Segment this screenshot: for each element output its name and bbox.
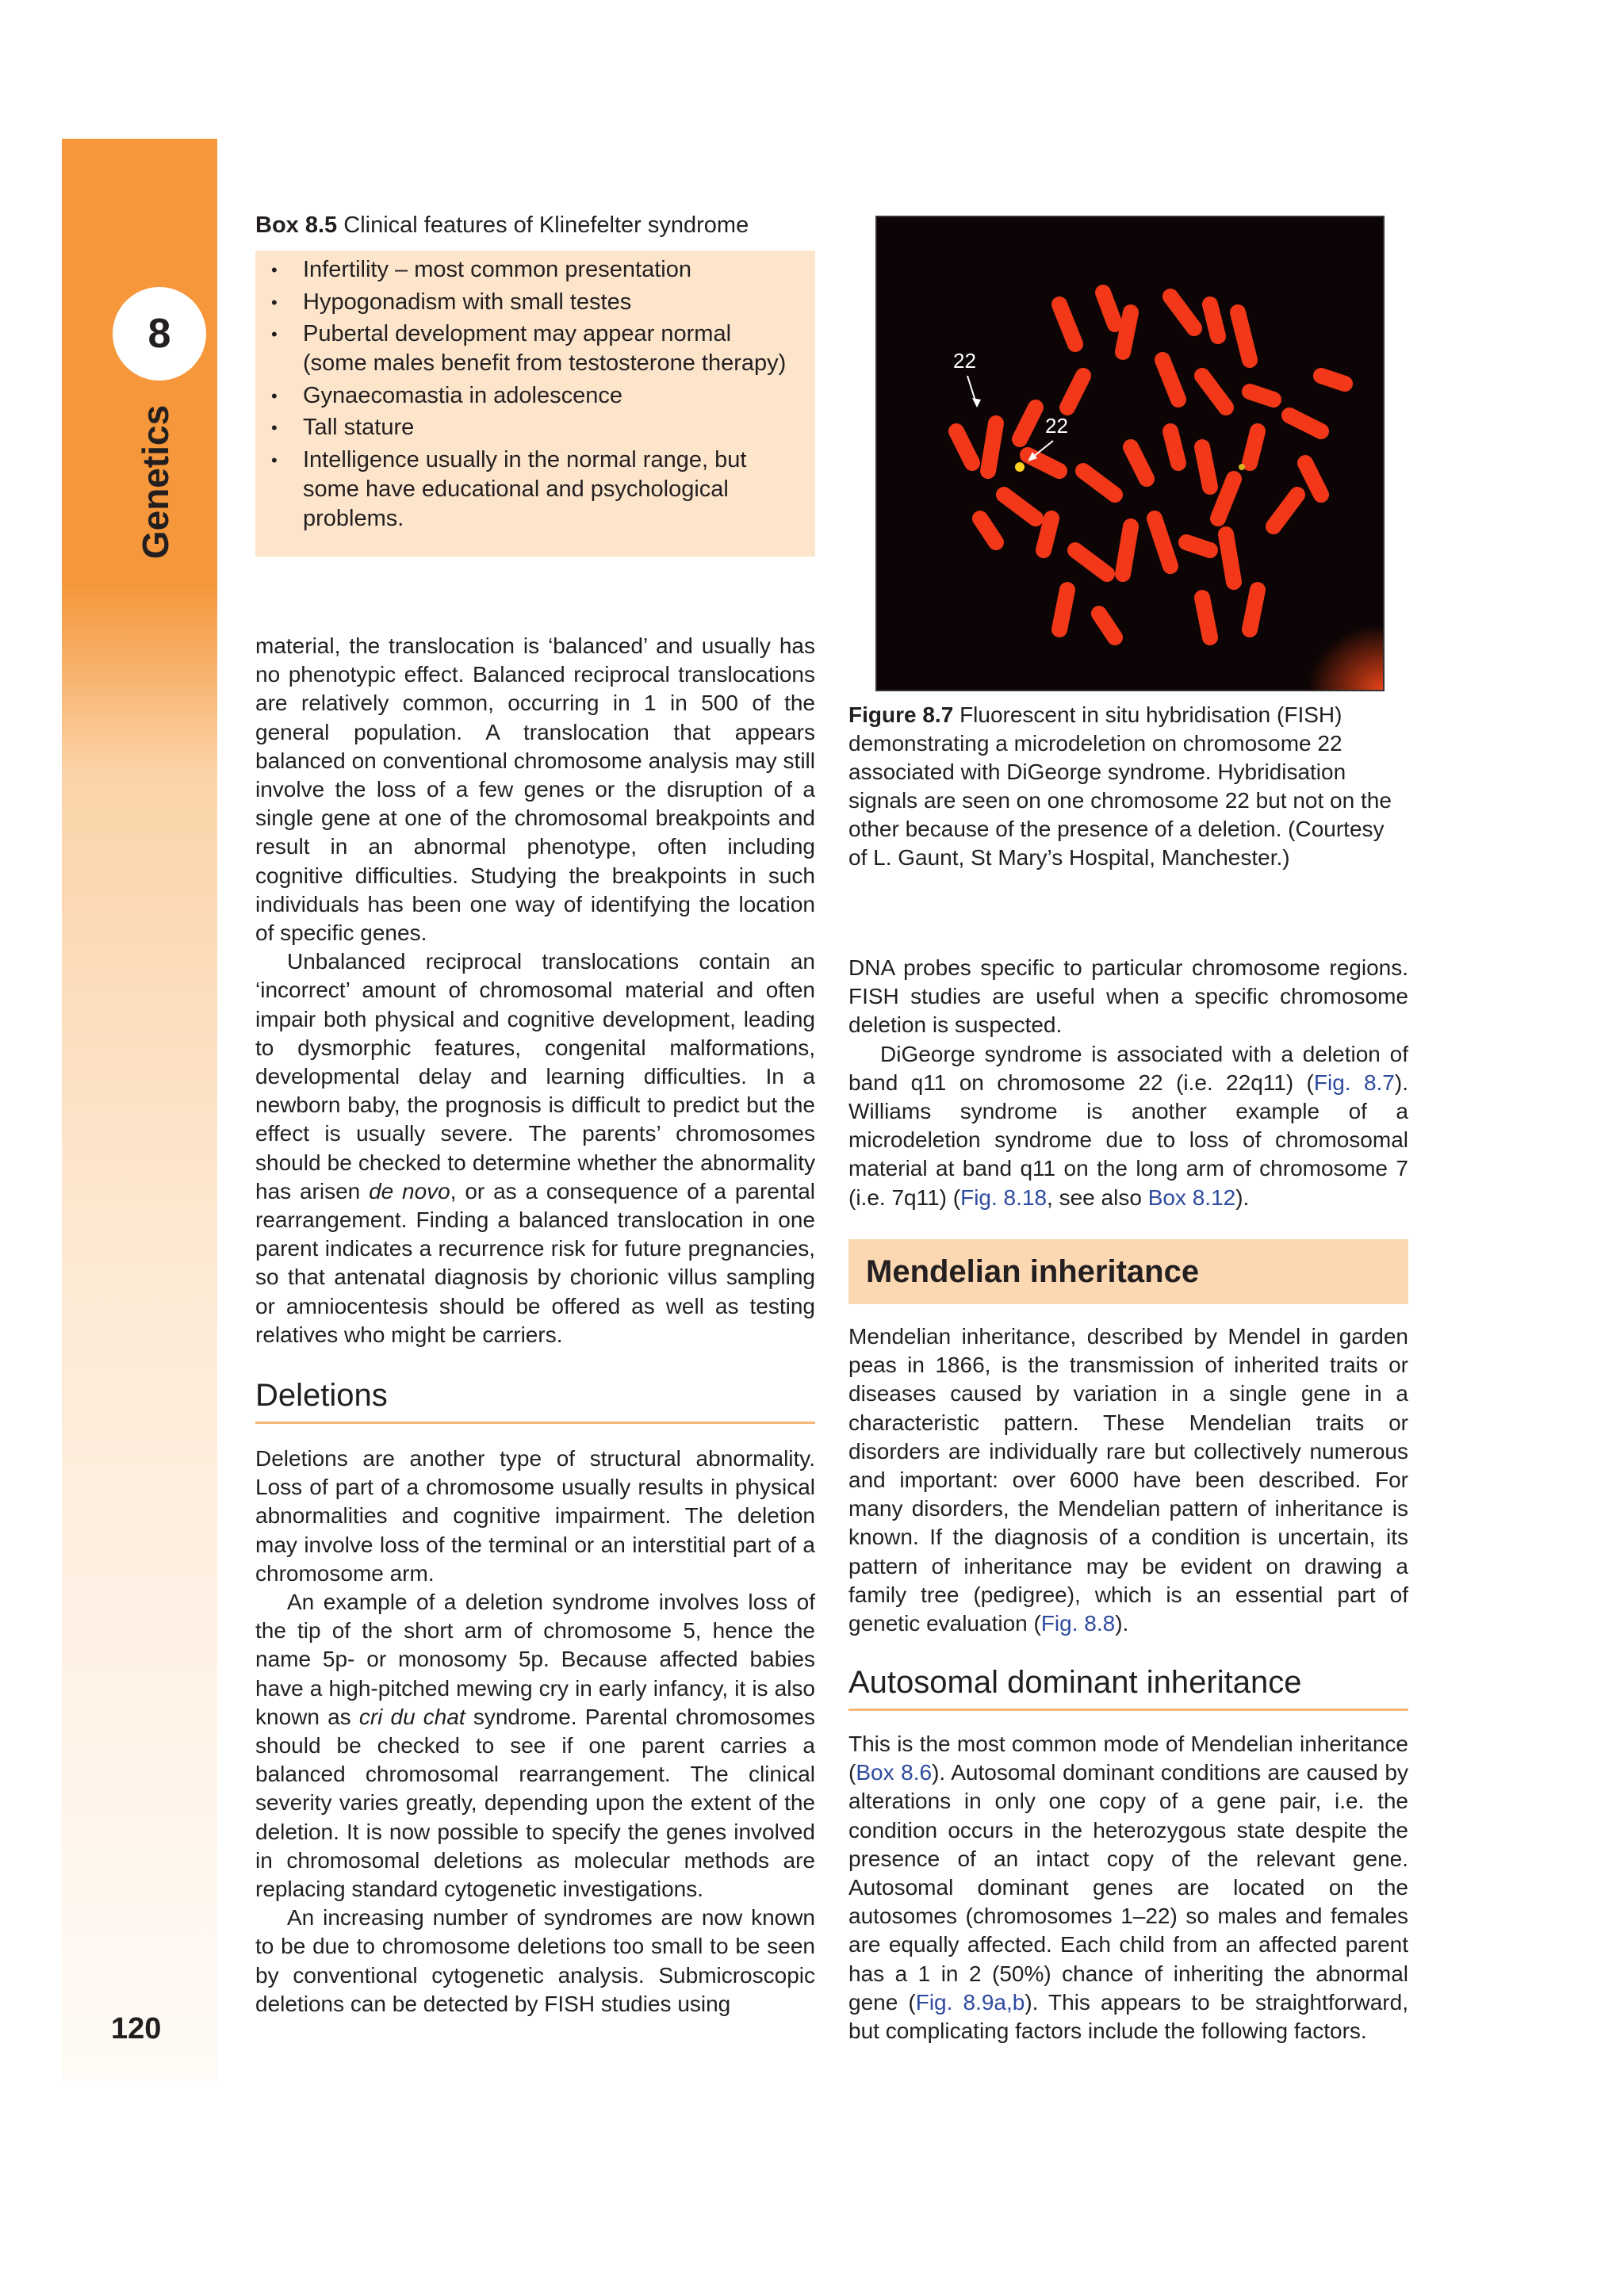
box-link[interactable]: Box 8.6 [856, 1760, 933, 1785]
box-link[interactable]: Box 8.12 [1147, 1184, 1236, 1210]
page-number: 120 [111, 2012, 162, 2045]
list-item: • Tall stature [271, 413, 799, 442]
text-run: This is the most common mode of Mendelian inheritance ( [848, 1732, 1408, 1785]
text-run: ). This appears to be straightforward, but complicating factors include the following factors. [848, 1989, 1408, 2044]
right-column-text [848, 954, 1408, 1212]
chromosome-label-a: 22 [953, 349, 976, 373]
figure-link[interactable]: Fig. 8.18 [960, 1184, 1048, 1210]
deletions-text [255, 1445, 815, 2019]
fish-micrograph [875, 216, 1385, 691]
text-run: , see also [1047, 1184, 1148, 1210]
figure-number: 8.7 [922, 702, 954, 727]
figure-caption-text: Fluorescent in situ hybridisation (FISH) demonstrating a microdeletion on chromosome 22 associated with DiGeorge syndrome. Hybridisation signals are seen on one chromosome 22 but not on the other because of the presence of a deletion. (Courtesy of L. Gaunt, St Mary’s Hospital, Manchester.) [848, 702, 1392, 870]
text-run: syndrome. Parental chromosomes should be checked to see if one parent carries a balanced chromosomal rearrangement. The clinical severity varies greatly, depending upon the extent of the deletion. It is now possible to specify the genes involved in chromosomal deletions as molecular methods are replacing standard cytogenetic investigations. [255, 1704, 815, 1902]
text-run: ). [1115, 1611, 1129, 1636]
paragraph: DNA probes specific to particular chromosome regions. FISH studies are useful when a specific chromosome deletion is suspected. [848, 955, 1408, 1038]
figure-caption [848, 701, 1408, 872]
chapter-number: 8 [147, 311, 171, 357]
mendelian-text [848, 1322, 1408, 1638]
text-run: ). [1235, 1184, 1250, 1210]
paragraph [848, 1040, 1408, 1212]
text-run: ). Williams syndrome is another example of a microdeletion syndrome due to loss of chromosomal material at band q11 on the long arm of chromosome 7 (i.e. 7q11) ( [848, 1070, 1408, 1210]
italic-term: de novo [369, 1178, 450, 1203]
chapter-title: Genetics [135, 404, 176, 560]
figure-label: Figure [848, 702, 917, 727]
box-number: 8.5 [304, 212, 338, 238]
paragraph [848, 1730, 1408, 2045]
section-heading-text: Mendelian inheritance [866, 1253, 1200, 1289]
autosomal-dominant-text [848, 1730, 1408, 2045]
paragraph [255, 1588, 815, 1904]
text-run: An example of a deletion syndrome involves loss of the tip of the short arm of chromosome 5, hence the name 5p- or monosomy 5p. Because affected babies have a high-pitched mewing cry in early infancy, it is also known as [255, 1590, 815, 1729]
list-item: • Intelligence usually in the normal range, but some have educational and psychological problems. [271, 446, 799, 534]
chapter-number-badge [113, 287, 206, 381]
left-column-text [255, 632, 815, 1349]
list-item: • Pubertal development may appear normal (some males benefit from testosterone therapy) [271, 320, 799, 378]
paragraph [255, 947, 815, 1349]
figure-link[interactable]: Fig. 8.9a,b [915, 1989, 1025, 2015]
paragraph: An increasing number of syndromes are now known to be due to chromosome deletions too small to be seen by conventional cytogenetic analysis. Submicroscopic deletions can be detected by FISH studies using [255, 1905, 815, 2016]
text-run: ). Autosomal dominant conditions are caused by alterations in only one copy of a gene pair, i.e. the condition occurs in the heterozygous state despite the presence of an intact copy of the relevant gene. Autosomal dominant genes are located on the autosomes (chromosomes 1–22) so males and females are equally affected. Each child from an affected parent has a 1 in 2 (50%) chance of inheriting the abnormal gene ( [848, 1760, 1409, 2015]
list-item: • Gynaecomastia in adolescence [271, 381, 799, 411]
box-caption [255, 212, 749, 239]
text-run: DiGeorge syndrome is associated with a deletion of band q11 on chromosome 22 (i.e. 22q11) ( [848, 1041, 1408, 1095]
box-panel [255, 251, 815, 557]
section-heading-autosomal-dominant: Autosomal dominant inheritance [848, 1665, 1408, 1711]
list-item: • Infertility – most common presentation [271, 255, 799, 285]
paragraph: material, the translocation is ‘balanced’ and usually has no phenotypic effect. Balanced reciprocal translocations are relatively common, occurring in 1 in 500 of the general population. A translocation that appears balanced on conventional chromosome analysis may still involve the loss of a few genes or the disruption of a single gene at one of the chromosomal breakpoints and result in an abnormal phenotype, often including cognitive difficulties. Studying the breakpoints in such individuals has been one way of identifying the location of specific genes. [255, 633, 815, 946]
box-title: Clinical features of Klinefelter syndrome [343, 212, 749, 238]
italic-term: cri du chat [358, 1704, 465, 1729]
box-list [271, 255, 799, 534]
text-run: , or as a consequence of a parental rearrangement. Finding a balanced translocation in one parent indicates a recurrence risk for future pregnancies, so that antenatal diagnosis by chorionic villus sampling or amniocentesis should be offered as well as testing relatives who might be carriers. [255, 1178, 816, 1347]
paragraph: Deletions are another type of structural abnormality. Loss of part of a chromosome usually results in physical abnormalities and cognitive impairment. The deletion may involve loss of the terminal or an interstitial part of a chromosome arm. [255, 1446, 815, 1586]
chromosome-label-b: 22 [1045, 414, 1068, 438]
box-label: Box [255, 212, 299, 238]
section-heading-deletions: Deletions [255, 1378, 815, 1424]
figure-link[interactable]: Fig. 8.7 [1313, 1070, 1395, 1095]
figure-link[interactable]: Fig. 8.8 [1040, 1611, 1116, 1636]
text-run: Unbalanced reciprocal translocations contain an ‘incorrect’ amount of chromosomal material and often impair both physical and cognitive development, leading to dysmorphic features, congenital malformations, developmental delay and learning difficulties. In a newborn baby, the prognosis is difficult to predict but the effect is usually severe. The parents’ chromosomes should be checked to determine whether the abnormality has arisen [255, 949, 815, 1203]
section-heading-mendelian [848, 1239, 1408, 1304]
list-item: • Hypogonadism with small testes [271, 288, 799, 317]
chromosome-spread-image [877, 217, 1383, 690]
text-run: Mendelian inheritance, described by Mendel in garden peas in 1866, is the transmission of inherited traits or diseases caused by variation in a single gene in a characteristic pattern. These Mendelian traits or disorders are individually rare but collectively numerous and important: over 6000 have been described. For many disorders, the Mendelian pattern of inheritance is known. If the diagnosis of a condition is uncertain, its pattern of inheritance may be evident on drawing a family tree (pedigree), which is an essential part of genetic evaluation ( [848, 1324, 1408, 1636]
paragraph [848, 1322, 1408, 1638]
